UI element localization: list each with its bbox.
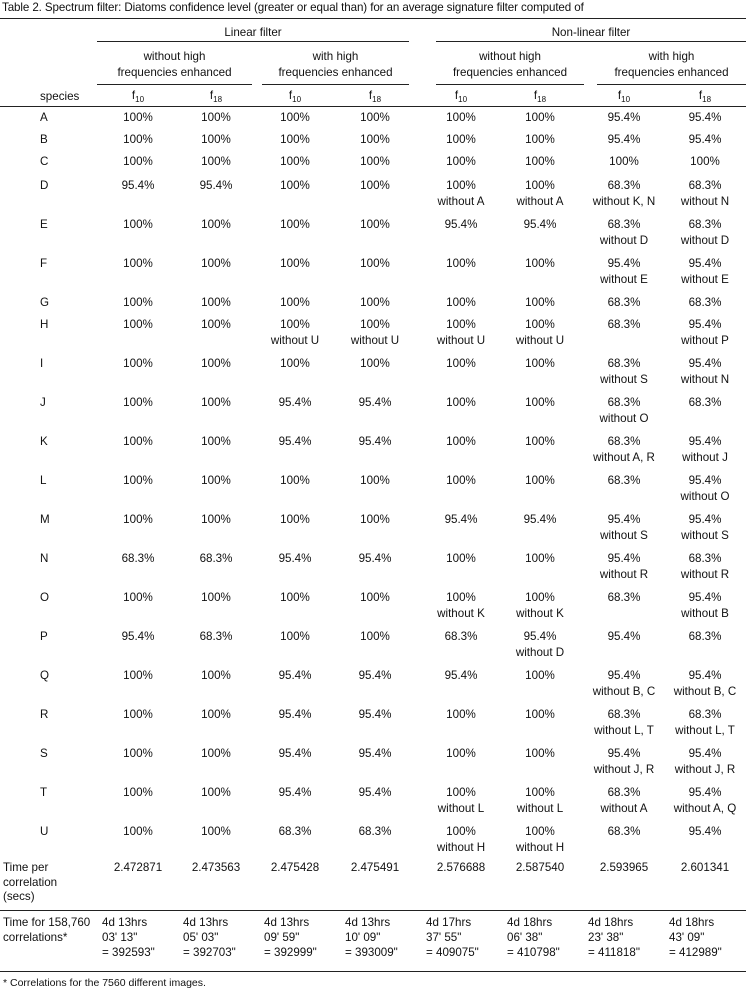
confidence-value: 100% [280,591,310,604]
confidence-value: 68.3% [607,357,641,370]
time-total-value: 4d 18hrs [669,916,715,929]
confidence-value: 68.3% [607,296,641,309]
confidence-value: 100% [280,111,310,124]
time-total-value: = 392703" [183,946,236,959]
time-per-label: (secs) [3,890,35,903]
confidence-value: 95.4% [444,513,478,526]
exclusion-note: without L [437,802,485,815]
confidence-value: 95.4% [607,133,641,146]
species-label: P [40,630,48,643]
species-label: F [40,257,48,270]
confidence-value: 68.3% [688,296,722,309]
species-label: B [40,133,48,146]
time-per-value: 2.473563 [191,861,241,874]
time-total-value: 37' 55" [426,931,462,944]
confidence-value: 100% [360,318,390,331]
exclusion-note: without R [599,568,649,581]
confidence-value: 95.4% [688,825,722,838]
time-total-value: 4d 13hrs [264,916,310,929]
confidence-value: 95.4% [607,111,641,124]
confidence-value: 95.4% [607,552,641,565]
confidence-value: 68.3% [607,435,641,448]
confidence-value: 95.4% [688,786,722,799]
confidence-value: 100% [446,552,476,565]
confidence-value: 100% [123,513,153,526]
confidence-value: 68.3% [688,630,722,643]
confidence-value: 100% [525,591,555,604]
confidence-value: 95.4% [688,747,722,760]
freq-column-header: $f_{10}$ [288,89,302,104]
confidence-value: 95.4% [358,552,392,565]
exclusion-note: without B, C [673,685,737,698]
time-total-value: = 410798" [507,946,560,959]
confidence-value: 100% [280,318,310,331]
confidence-value: 100% [446,591,476,604]
time-total-value: 4d 13hrs [102,916,148,929]
exclusion-note: without D [680,234,730,247]
confidence-value: 68.3% [358,825,392,838]
species-label: S [40,747,48,760]
species-label: T [40,786,48,799]
time-total-value: 4d 13hrs [183,916,229,929]
exclusion-note: without L, T [594,724,654,737]
time-total-value: 4d 18hrs [507,916,553,929]
exclusion-note: without N [680,373,730,386]
exclusion-note: without A [516,195,564,208]
confidence-value: 100% [446,786,476,799]
exclusion-note: without J, R [674,763,736,776]
confidence-value: 100% [123,111,153,124]
time-per-value: 2.576688 [436,861,486,874]
header-bottom-rule [0,106,746,107]
confidence-value: 100% [525,552,555,565]
confidence-value: 68.3% [199,630,233,643]
linear-filter-heading: Linear filter [224,26,282,39]
confidence-value: 100% [123,669,153,682]
time-per-value: 2.472871 [113,861,163,874]
confidence-value: 100% [280,296,310,309]
confidence-value: 95.4% [358,396,392,409]
exclusion-note: without L [516,802,564,815]
species-label: R [40,708,49,721]
time-total-value: 4d 17hrs [426,916,472,929]
time-total-label: correlations* [3,931,68,944]
confidence-value: 95.4% [358,747,392,760]
exclusion-note: without A, Q [673,802,737,815]
confidence-value: 95.4% [444,669,478,682]
exclusion-note: without B [681,607,729,620]
confidence-value: 95.4% [444,218,478,231]
confidence-value: 100% [201,318,231,331]
exclusion-note: without E [600,273,648,286]
confidence-value: 100% [360,179,390,192]
time-total-value: 03' 13" [102,931,138,944]
confidence-value: 100% [123,357,153,370]
species-label: K [40,435,48,448]
confidence-value: 100% [446,296,476,309]
confidence-value: 100% [201,669,231,682]
subgroup-rule-1 [97,84,252,85]
exclusion-note: without K [516,607,564,620]
confidence-value: 100% [525,318,555,331]
exclusion-note: without U [515,334,565,347]
confidence-value: 68.3% [278,825,312,838]
confidence-value: 100% [525,669,555,682]
time-total-value: = 412989" [669,946,722,959]
species-label: O [40,591,50,604]
confidence-value: 100% [123,708,153,721]
confidence-value: 100% [201,591,231,604]
footnote: * Correlations for the 7560 different images. [3,977,206,989]
confidence-value: 68.3% [444,630,478,643]
confidence-value: 95.4% [688,474,722,487]
confidence-value: 100% [201,133,231,146]
exclusion-note: without S [600,529,648,542]
confidence-value: 95.4% [607,747,641,760]
confidence-value: 100% [201,357,231,370]
species-label: C [40,155,49,168]
confidence-value: 95.4% [688,133,722,146]
time-per-label: Time per [3,861,49,874]
exclusion-note: without L, T [675,724,735,737]
confidence-value: 100% [360,591,390,604]
confidence-value: 100% [360,474,390,487]
freq-column-header: $f_{10}$ [454,89,468,104]
species-label: H [40,318,49,331]
confidence-value: 68.3% [688,708,722,721]
confidence-value: 100% [123,786,153,799]
confidence-value: 95.4% [358,708,392,721]
confidence-value: 100% [280,133,310,146]
confidence-value: 95.4% [523,630,557,643]
species-label: I [40,357,44,370]
confidence-value: 100% [360,155,390,168]
exclusion-note: without D [515,646,565,659]
time-total-value: = 411818" [588,946,640,959]
subgroup-rule-3 [436,84,584,85]
confidence-value: 100% [123,747,153,760]
confidence-value: 100% [123,155,153,168]
confidence-value: 100% [123,396,153,409]
freq-column-header: $f_{18}$ [698,89,712,104]
species-label: N [40,552,49,565]
freq-column-header: $f_{18}$ [368,89,382,104]
confidence-value: 100% [201,218,231,231]
confidence-value: 100% [609,155,639,168]
confidence-value: 100% [280,630,310,643]
confidence-value: 95.4% [523,513,557,526]
exclusion-note: without H [436,841,486,854]
confidence-value: 95.4% [278,747,312,760]
body-separator-rule [0,910,746,911]
confidence-value: 100% [525,296,555,309]
time-per-value: 2.475428 [270,861,320,874]
exclusion-note: without J [682,451,728,464]
confidence-value: 100% [690,155,720,168]
confidence-value: 100% [280,513,310,526]
exclusion-note: without O [680,490,730,503]
confidence-value: 68.3% [607,708,641,721]
species-label: M [40,513,50,526]
time-total-value: = 392593" [102,946,155,959]
confidence-value: 100% [201,296,231,309]
confidence-value: 100% [201,513,231,526]
confidence-value: 95.4% [358,669,392,682]
confidence-value: 100% [525,133,555,146]
confidence-value: 95.4% [607,257,641,270]
confidence-value: 100% [280,179,310,192]
confidence-value: 100% [525,708,555,721]
confidence-value: 100% [446,111,476,124]
confidence-value: 100% [280,218,310,231]
confidence-value: 100% [525,257,555,270]
confidence-value: 95.4% [278,552,312,565]
confidence-value: 68.3% [688,396,722,409]
exclusion-note: without U [436,334,486,347]
exclusion-note: without K [437,607,485,620]
time-total-value: 4d 13hrs [345,916,391,929]
subgroup-rule-4 [597,84,746,85]
exclusion-note: without O [599,412,649,425]
confidence-value: 95.4% [688,111,722,124]
confidence-value: 100% [123,435,153,448]
time-per-label: correlation [3,875,58,889]
confidence-value: 100% [360,111,390,124]
species-label: D [40,179,49,192]
species-label: L [40,474,47,487]
freq-column-header: $f_{18}$ [209,89,223,104]
confidence-value: 100% [525,825,555,838]
confidence-value: 100% [525,357,555,370]
exclusion-note: without R [680,568,730,581]
exclusion-note: without U [270,334,320,347]
confidence-value: 100% [123,133,153,146]
confidence-value: 100% [201,708,231,721]
confidence-value: 100% [360,630,390,643]
confidence-value: 100% [280,357,310,370]
confidence-value: 100% [446,747,476,760]
confidence-value: 100% [360,218,390,231]
confidence-value: 68.3% [607,474,641,487]
confidence-value: 95.4% [607,513,641,526]
species-label: Q [40,669,50,682]
confidence-value: 100% [446,318,476,331]
time-per-value: 2.475491 [350,861,400,874]
confidence-value: 68.3% [607,825,641,838]
exclusion-note: without N [680,195,730,208]
confidence-value: 68.3% [199,552,233,565]
time-total-value: 4d 18hrs [588,916,634,929]
confidence-value: 100% [123,591,153,604]
confidence-value: 100% [446,435,476,448]
time-per-value: 2.601341 [680,861,730,874]
species-label: U [40,825,49,838]
time-total-value: 09' 59" [264,931,300,944]
confidence-value: 100% [201,435,231,448]
confidence-value: 100% [446,825,476,838]
exclusion-note: without S [600,373,648,386]
confidence-value: 100% [123,218,153,231]
confidence-value: 100% [525,396,555,409]
confidence-value: 95.4% [121,630,155,643]
confidence-value: 95.4% [523,218,557,231]
confidence-value: 100% [360,357,390,370]
time-total-label: Time for 158,760 [3,916,91,929]
confidence-value: 100% [201,155,231,168]
confidence-value: 95.4% [278,786,312,799]
time-total-value: = 409075" [426,946,479,959]
confidence-value: 100% [446,474,476,487]
confidence-value: 100% [201,747,231,760]
linear-group-rule [97,41,409,42]
confidence-value: 100% [525,786,555,799]
confidence-value: 100% [123,474,153,487]
confidence-value: 100% [446,708,476,721]
exclusion-note: without A [437,195,485,208]
nonlinear-filter-heading: Non-linear filter [551,26,631,39]
confidence-value: 95.4% [199,179,233,192]
confidence-value: 100% [446,133,476,146]
exclusion-note: without D [599,234,649,247]
confidence-value: 68.3% [607,591,641,604]
nonlinear-group-rule [436,41,746,42]
confidence-value: 100% [446,155,476,168]
time-total-value: = 393009" [345,946,398,959]
confidence-value: 95.4% [358,435,392,448]
confidence-value: 100% [525,474,555,487]
confidence-value: 100% [446,257,476,270]
confidence-value: 68.3% [607,396,641,409]
exclusion-note: without J, R [593,763,655,776]
confidence-value: 68.3% [688,218,722,231]
confidence-value: 68.3% [121,552,155,565]
confidence-value: 100% [280,155,310,168]
exclusion-note: without P [681,334,729,347]
time-total-value: = 392999" [264,946,317,959]
confidence-value: 100% [201,111,231,124]
exclusion-note: without H [515,841,565,854]
confidence-value: 100% [360,133,390,146]
exclusion-note: without E [681,273,729,286]
confidence-value: 68.3% [607,786,641,799]
confidence-value: 100% [525,179,555,192]
species-label: A [40,111,48,124]
confidence-value: 100% [123,825,153,838]
confidence-value: 100% [123,296,153,309]
exclusion-note: without K, N [592,195,656,208]
exclusion-note: without B, C [592,685,656,698]
confidence-value: 95.4% [607,669,641,682]
species-column-header: species [40,90,80,103]
species-label: G [40,296,50,309]
confidence-value: 95.4% [688,669,722,682]
freq-column-header: $f_{10}$ [617,89,631,104]
confidence-value: 100% [446,357,476,370]
confidence-value: 100% [123,318,153,331]
species-label: E [40,218,48,231]
time-total-value: 06' 38" [507,931,543,944]
confidence-value: 100% [446,396,476,409]
confidence-value: 95.4% [358,786,392,799]
subgroup-rule-2 [262,84,409,85]
exclusion-note: without A [600,802,648,815]
confidence-value: 95.4% [688,513,722,526]
freq-column-header: $f_{10}$ [131,89,145,104]
species-label: J [40,396,46,409]
confidence-value: 100% [360,257,390,270]
time-total-value: 23' 38" [588,931,624,944]
exclusion-note: without A, R [593,451,655,464]
confidence-value: 100% [360,513,390,526]
confidence-value: 68.3% [607,318,641,331]
confidence-value: 68.3% [607,179,641,192]
confidence-value: 100% [360,296,390,309]
confidence-value: 100% [201,825,231,838]
time-total-value: 05' 03" [183,931,219,944]
confidence-value: 68.3% [607,218,641,231]
confidence-value: 100% [446,179,476,192]
confidence-value: 95.4% [607,630,641,643]
confidence-value: 95.4% [278,396,312,409]
confidence-value: 95.4% [278,669,312,682]
confidence-value: 68.3% [688,552,722,565]
confidence-value: 95.4% [688,257,722,270]
confidence-value: 100% [201,257,231,270]
exclusion-note: without U [350,334,400,347]
confidence-value: 100% [123,257,153,270]
confidence-value: 95.4% [688,357,722,370]
confidence-value: 100% [525,111,555,124]
freq-column-header: $f_{18}$ [533,89,547,104]
confidence-value: 95.4% [688,435,722,448]
table-caption: Table 2. Spectrum filter: Diatoms confidence level (greater or equal than) for an average signature filter computed of [2,1,584,14]
confidence-value: 100% [201,396,231,409]
time-per-value: 2.593965 [599,861,649,874]
table-bottom-rule [0,971,746,972]
time-total-value: 10' 09" [345,931,381,944]
confidence-value: 100% [525,155,555,168]
confidence-value: 95.4% [121,179,155,192]
confidence-value: 100% [201,786,231,799]
confidence-value: 95.4% [688,318,722,331]
confidence-value: 100% [280,257,310,270]
exclusion-note: without S [681,529,729,542]
confidence-value: 100% [201,474,231,487]
confidence-value: 95.4% [278,435,312,448]
confidence-value: 100% [525,747,555,760]
time-per-value: 2.587540 [515,861,565,874]
confidence-value: 100% [525,435,555,448]
confidence-value: 68.3% [688,179,722,192]
time-total-value: 43' 09" [669,931,705,944]
confidence-value: 95.4% [278,708,312,721]
confidence-value: 95.4% [688,591,722,604]
confidence-value: 100% [280,474,310,487]
top-rule [0,18,746,19]
